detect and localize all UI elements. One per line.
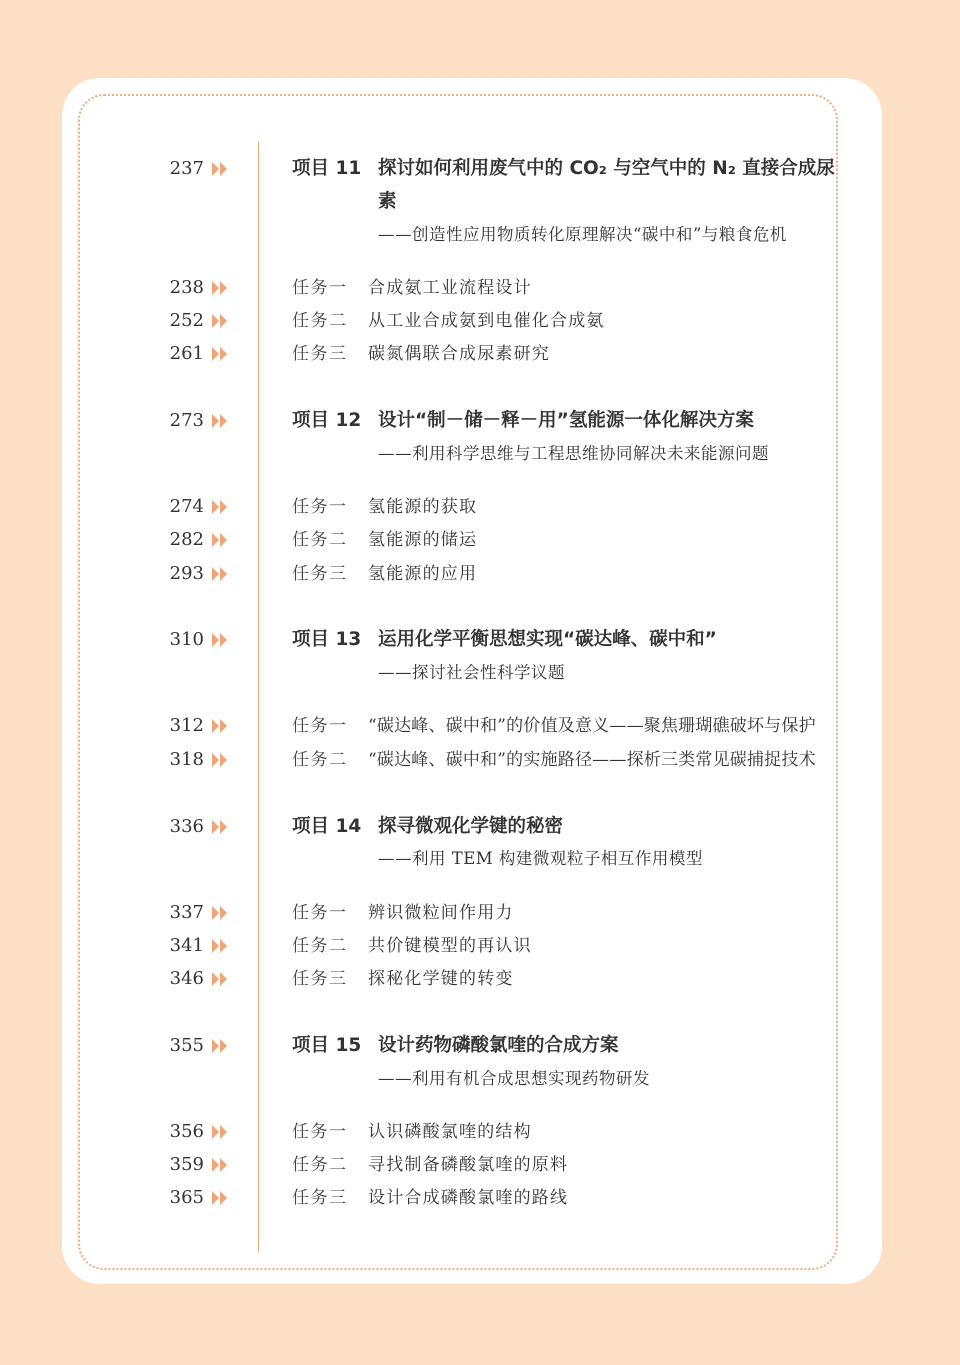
project-label: 项目 13 [292,629,362,650]
task-entry[interactable] [0,929,960,963]
project-heading[interactable] [0,152,960,212]
task-entry[interactable] [0,523,960,557]
project-title: 探讨如何利用废气中的 CO₂ 与空气中的 N₂ 直接合成尿素 [378,158,835,212]
page-number: 318 [169,749,204,770]
project-subtitle-row [0,1062,960,1096]
project-heading[interactable] [0,1029,960,1063]
project-subtitle-row [0,842,960,876]
double-chevron-right-icon [211,1157,229,1173]
task-entry[interactable] [0,962,960,996]
double-chevron-right-icon [211,718,229,734]
task-label: 任务二 [292,750,348,770]
project-subtitle-row [0,218,960,252]
page-number: 293 [169,563,204,584]
page-number: 356 [169,1121,204,1142]
task-title: 碳氮偶联合成尿素研究 [368,344,550,364]
page-number: 337 [169,902,204,923]
task-title: 从工业合成氨到电催化合成氨 [368,311,605,331]
project-heading[interactable] [0,810,960,844]
page-number: 273 [169,410,204,431]
task-title: 氢能源的储运 [368,530,478,550]
task-label: 任务一 [292,497,348,517]
page-number: 237 [169,158,204,179]
task-entry[interactable] [0,1181,960,1215]
project-title: 运用化学平衡思想实现“碳达峰、碳中和” [378,629,717,650]
page-number: 359 [169,1154,204,1175]
double-chevron-right-icon [211,280,229,296]
page-number: 365 [169,1187,204,1208]
page-number: 310 [169,629,204,650]
page-number: 261 [169,343,204,364]
task-title: 氢能源的获取 [368,497,478,517]
project-label: 项目 15 [292,1035,362,1056]
project-subtitle: ——创造性应用物质转化原理解决“碳中和”与粮食危机 [378,225,787,244]
task-label: 任务三 [292,1188,348,1208]
task-title: 共价键模型的再认识 [368,936,532,956]
double-chevron-right-icon [211,313,229,329]
task-title: 氢能源的应用 [368,564,478,584]
page-number: 238 [169,277,204,298]
double-chevron-right-icon [211,532,229,548]
double-chevron-right-icon [211,819,229,835]
task-entry[interactable] [0,743,960,777]
page-number: 282 [169,529,204,550]
double-chevron-right-icon [211,938,229,954]
double-chevron-right-icon [211,161,229,177]
double-chevron-right-icon [211,566,229,582]
double-chevron-right-icon [211,632,229,648]
task-label: 任务二 [292,1155,348,1175]
task-label: 任务一 [292,903,348,923]
task-label: 任务三 [292,969,348,989]
task-entry[interactable] [0,304,960,338]
project-label: 项目 11 [292,158,362,179]
page-number: 312 [169,715,204,736]
project-subtitle: ——利用有机合成思想实现药物研发 [378,1069,650,1088]
project-subtitle: ——探讨社会性科学议题 [378,663,565,682]
task-title: 寻找制备磷酸氯喹的原料 [368,1155,569,1175]
double-chevron-right-icon [211,1038,229,1054]
task-entry[interactable] [0,557,960,591]
task-label: 任务一 [292,1122,348,1142]
double-chevron-right-icon [211,346,229,362]
task-label: 任务三 [292,564,348,584]
page-number: 355 [169,1035,204,1056]
double-chevron-right-icon [211,413,229,429]
double-chevron-right-icon [211,499,229,515]
task-title: 探秘化学键的转变 [368,969,514,989]
task-label: 任务一 [292,278,348,298]
project-subtitle-row [0,656,960,690]
task-label: 任务二 [292,311,348,331]
project-title: 设计“制－储－释－用”氢能源一体化解决方案 [378,410,754,431]
task-title: 辨识微粒间作用力 [368,903,514,923]
double-chevron-right-icon [211,1190,229,1206]
task-label: 任务二 [292,530,348,550]
project-heading[interactable] [0,404,960,438]
task-entry[interactable] [0,490,960,524]
task-title: “碳达峰、碳中和”的价值及意义——聚焦珊瑚礁破坏与保护 [368,716,816,736]
double-chevron-right-icon [211,1124,229,1140]
project-subtitle: ——利用 TEM 构建微观粒子相互作用模型 [378,849,703,868]
double-chevron-right-icon [211,752,229,768]
page-number: 336 [169,816,204,837]
project-title: 探寻微观化学键的秘密 [378,816,564,837]
task-entry[interactable] [0,896,960,930]
task-title: 认识磷酸氯喹的结构 [368,1122,532,1142]
task-title: “碳达峰、碳中和”的实施路径——探析三类常见碳捕捉技术 [368,750,816,770]
task-entry[interactable] [0,1148,960,1182]
task-label: 任务三 [292,344,348,364]
task-title: 设计合成磷酸氯喹的路线 [368,1188,569,1208]
project-label: 项目 12 [292,410,362,431]
task-entry[interactable] [0,271,960,305]
project-subtitle: ——利用科学思维与工程思维协同解决未来能源问题 [378,444,769,463]
page-number: 341 [169,935,204,956]
page-number: 346 [169,968,204,989]
task-label: 任务一 [292,716,348,736]
double-chevron-right-icon [211,905,229,921]
task-title: 合成氨工业流程设计 [368,278,532,298]
project-heading[interactable] [0,623,960,657]
project-label: 项目 14 [292,816,362,837]
project-subtitle-row [0,437,960,471]
task-entry[interactable] [0,1115,960,1149]
project-title: 设计药物磷酸氯喹的合成方案 [378,1035,619,1056]
task-entry[interactable] [0,337,960,371]
task-label: 任务二 [292,936,348,956]
page-number: 274 [169,496,204,517]
double-chevron-right-icon [211,971,229,987]
page-number: 252 [169,310,204,331]
task-entry[interactable] [0,709,960,743]
